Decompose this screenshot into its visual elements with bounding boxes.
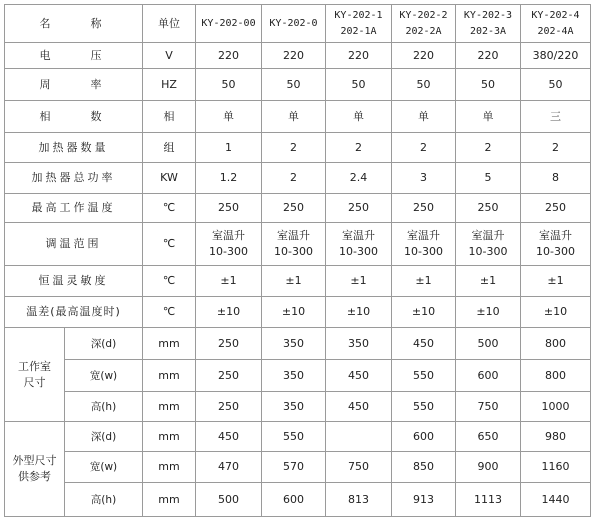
value-cell: 570 xyxy=(262,452,326,483)
spec-table xyxy=(4,4,591,517)
value-line: 室温升 xyxy=(471,229,505,242)
value-cell: 600 xyxy=(456,360,521,392)
value-cell: 2 xyxy=(326,133,392,163)
value-cell: 单 xyxy=(456,101,521,133)
value-cell: 1160 xyxy=(521,452,591,483)
value-cell: 50 xyxy=(196,69,262,101)
table-row xyxy=(5,101,591,133)
value-cell: 50 xyxy=(392,69,456,101)
model-name-line: KY-202-0 xyxy=(269,17,318,29)
value-cell: 450 xyxy=(326,392,392,422)
value-cell: 470 xyxy=(196,452,262,483)
table-row xyxy=(5,163,591,194)
row-unit: 组 xyxy=(143,133,196,163)
value-cell: 50 xyxy=(456,69,521,101)
value-cell: 1440 xyxy=(521,483,591,517)
table-row xyxy=(5,422,591,452)
value-cell: 单 xyxy=(262,101,326,133)
value-cell: 250 xyxy=(456,194,521,223)
value-cell: ±1 xyxy=(196,266,262,297)
row-unit: mm xyxy=(143,392,196,422)
dimension-label: 深(d) xyxy=(65,328,143,360)
value-cell xyxy=(326,223,392,266)
dimension-label: 高(h) xyxy=(65,483,143,517)
value-cell: 220 xyxy=(456,43,521,69)
row-label: 电 压 xyxy=(5,43,143,69)
value-line: 10-300 xyxy=(339,245,378,258)
value-cell: 5 xyxy=(456,163,521,194)
table-row xyxy=(5,452,591,483)
value-cell: 1113 xyxy=(456,483,521,517)
model-name-line: KY-202-4 xyxy=(531,9,580,21)
dimension-label: 宽(w) xyxy=(65,452,143,483)
row-label: 调温范围 xyxy=(5,223,143,266)
value-cell: 250 xyxy=(196,360,262,392)
model-name-line: KY-202-2 xyxy=(399,9,448,21)
value-cell: 500 xyxy=(456,328,521,360)
value-cell: 550 xyxy=(392,392,456,422)
value-cell: 2 xyxy=(521,133,591,163)
value-cell: 2 xyxy=(262,133,326,163)
value-cell: 980 xyxy=(521,422,591,452)
value-cell: 450 xyxy=(326,360,392,392)
model-header xyxy=(392,5,456,43)
table-row xyxy=(5,69,591,101)
header-unit: 单位 xyxy=(143,5,196,43)
value-cell: 50 xyxy=(521,69,591,101)
value-cell: 单 xyxy=(326,101,392,133)
table-row xyxy=(5,194,591,223)
table-row xyxy=(5,43,591,69)
value-cell: 450 xyxy=(392,328,456,360)
header-name: 名 称 xyxy=(5,5,143,43)
value-cell: 380/220 xyxy=(521,43,591,69)
table-row xyxy=(5,133,591,163)
value-cell: 500 xyxy=(196,483,262,517)
value-line: 室温升 xyxy=(407,229,440,242)
value-cell: ±1 xyxy=(456,266,521,297)
value-line: 10-300 xyxy=(274,245,313,258)
value-line: 10-300 xyxy=(536,245,575,258)
value-cell xyxy=(326,422,392,452)
header-row xyxy=(5,5,591,43)
value-cell: 50 xyxy=(326,69,392,101)
value-cell: ±1 xyxy=(521,266,591,297)
model-header xyxy=(262,5,326,43)
value-cell: 2 xyxy=(456,133,521,163)
group-label-line: 外型尺寸 xyxy=(12,454,57,467)
value-cell: 250 xyxy=(196,194,262,223)
value-cell: 550 xyxy=(262,422,326,452)
value-cell: 350 xyxy=(262,392,326,422)
value-cell: 250 xyxy=(392,194,456,223)
value-cell: 250 xyxy=(326,194,392,223)
value-cell: ±10 xyxy=(196,297,262,328)
value-cell: 600 xyxy=(262,483,326,517)
value-line: 10-300 xyxy=(209,245,248,258)
model-name-line: 202-1A xyxy=(340,25,377,37)
value-cell: 220 xyxy=(326,43,392,69)
value-cell: ±1 xyxy=(392,266,456,297)
value-cell: 250 xyxy=(196,392,262,422)
value-cell: 250 xyxy=(196,328,262,360)
value-cell: 350 xyxy=(326,328,392,360)
value-cell: 1.2 xyxy=(196,163,262,194)
value-cell: 单 xyxy=(392,101,456,133)
value-cell: 650 xyxy=(456,422,521,452)
row-label: 最高工作温度 xyxy=(5,194,143,223)
row-label: 温差(最高温度时) xyxy=(5,297,143,328)
table-row xyxy=(5,223,591,266)
value-cell: 3 xyxy=(392,163,456,194)
value-cell: 2.4 xyxy=(326,163,392,194)
value-cell: 750 xyxy=(456,392,521,422)
row-unit: mm xyxy=(143,483,196,517)
row-unit: 相 xyxy=(143,101,196,133)
row-label: 周 率 xyxy=(5,69,143,101)
model-header xyxy=(456,5,521,43)
row-label: 加热器总功率 xyxy=(5,163,143,194)
dimension-label: 宽(w) xyxy=(65,360,143,392)
value-cell: 250 xyxy=(262,194,326,223)
value-cell: 913 xyxy=(392,483,456,517)
group-label-line: 尺寸 xyxy=(23,375,46,389)
model-name-line: 202-4A xyxy=(537,25,574,37)
row-unit: mm xyxy=(143,452,196,483)
value-cell: 220 xyxy=(196,43,262,69)
value-cell: ±10 xyxy=(262,297,326,328)
model-header xyxy=(521,5,591,43)
model-name-line: KY-202-1 xyxy=(334,9,383,21)
value-cell: 单 xyxy=(196,101,262,133)
value-line: 10-300 xyxy=(404,245,443,258)
value-line: 室温升 xyxy=(539,229,572,242)
table-row xyxy=(5,360,591,392)
value-cell xyxy=(392,223,456,266)
value-line: 室温升 xyxy=(212,229,245,242)
value-cell xyxy=(196,223,262,266)
value-cell: ±10 xyxy=(392,297,456,328)
value-cell: 800 xyxy=(521,360,591,392)
model-name-line: 202-3A xyxy=(469,25,507,37)
row-label: 恒温灵敏度 xyxy=(5,266,143,297)
dimension-label: 深(d) xyxy=(65,422,143,452)
table-row xyxy=(5,297,591,328)
value-cell: ±1 xyxy=(326,266,392,297)
group-label xyxy=(5,328,65,422)
value-cell: ±10 xyxy=(326,297,392,328)
value-cell: 750 xyxy=(326,452,392,483)
value-cell xyxy=(521,223,591,266)
model-name-line: 202-2A xyxy=(405,25,442,37)
model-name-line: KY-202-3 xyxy=(463,9,513,21)
row-unit: HZ xyxy=(143,69,196,101)
value-line: 室温升 xyxy=(277,229,310,242)
value-cell: 850 xyxy=(392,452,456,483)
row-label: 相 数 xyxy=(5,101,143,133)
value-cell: 2 xyxy=(262,163,326,194)
group-label-line: 供参考 xyxy=(18,470,51,483)
row-unit: KW xyxy=(143,163,196,194)
value-cell: 2 xyxy=(392,133,456,163)
table-row xyxy=(5,392,591,422)
value-cell: 350 xyxy=(262,328,326,360)
group-label-line: 工作室 xyxy=(18,359,51,373)
row-unit: ℃ xyxy=(143,297,196,328)
row-unit: ℃ xyxy=(143,266,196,297)
group-label xyxy=(5,422,65,517)
value-cell: 220 xyxy=(392,43,456,69)
row-label: 加热器数量 xyxy=(5,133,143,163)
row-unit: mm xyxy=(143,360,196,392)
value-line: 10-300 xyxy=(468,245,508,258)
value-cell: ±1 xyxy=(262,266,326,297)
value-cell: 450 xyxy=(196,422,262,452)
value-cell: 900 xyxy=(456,452,521,483)
value-cell xyxy=(262,223,326,266)
row-unit: ℃ xyxy=(143,223,196,266)
row-unit: mm xyxy=(143,422,196,452)
value-cell: 350 xyxy=(262,360,326,392)
model-name-line: KY-202-00 xyxy=(201,17,256,29)
row-unit: V xyxy=(143,43,196,69)
value-line: 室温升 xyxy=(342,229,375,242)
value-cell: 550 xyxy=(392,360,456,392)
value-cell xyxy=(456,223,521,266)
value-cell: 813 xyxy=(326,483,392,517)
model-header xyxy=(196,5,262,43)
value-cell: 600 xyxy=(392,422,456,452)
table-row xyxy=(5,266,591,297)
value-cell: 1 xyxy=(196,133,262,163)
value-cell: 1000 xyxy=(521,392,591,422)
table-row xyxy=(5,483,591,517)
value-cell: 8 xyxy=(521,163,591,194)
row-unit: mm xyxy=(143,328,196,360)
model-header xyxy=(326,5,392,43)
spec-table-body xyxy=(5,5,591,517)
table-row xyxy=(5,328,591,360)
value-cell: 220 xyxy=(262,43,326,69)
dimension-label: 高(h) xyxy=(65,392,143,422)
value-cell: 三 xyxy=(521,101,591,133)
row-unit: ℃ xyxy=(143,194,196,223)
value-cell: ±10 xyxy=(521,297,591,328)
value-cell: 50 xyxy=(262,69,326,101)
value-cell: 250 xyxy=(521,194,591,223)
value-cell: 800 xyxy=(521,328,591,360)
value-cell: ±10 xyxy=(456,297,521,328)
